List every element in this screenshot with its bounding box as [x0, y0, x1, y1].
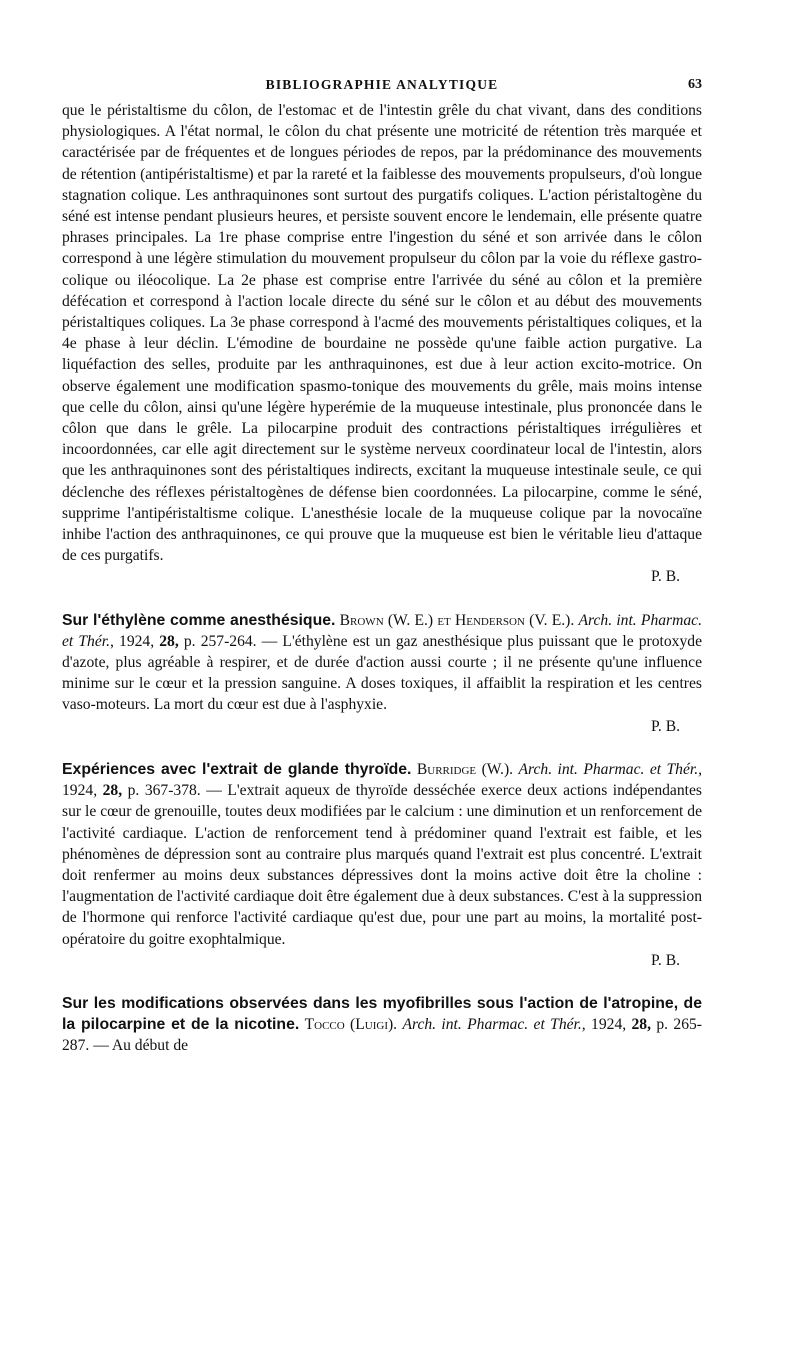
entry-body: — L'extrait aqueux de thyroïde desséchée exerce deux actions indépendantes sur le cœur de grenouille, toutes deux modifiées par le calcium : une diminution et un renforcement de l'activité cardiaque. L'action de renforcement tend à prédominer quand l'extrait est faible, et les phénomènes de dépression sont au contraire plus marqués quand l'extrait est plus concentré. L'extrait doit renfermer au moins deux substances dépressives dont la moins active doit être la choline : l'augmentation de l'activité cardiaque doit être également due à deux substances. C'est à la suppression de l'hormone qui renforce l'activité cardiaque qu'est due, pour une part au moins, la mortalité post-opératoire du goitre exophtalmique.	[62, 782, 702, 948]
entry-volume: 28,	[159, 632, 179, 650]
entry-text	[62, 759, 702, 950]
document-page	[62, 72, 702, 1057]
intro-signature: P. B.	[650, 568, 680, 586]
page-header	[62, 72, 702, 96]
bibliography-entry-2	[62, 759, 702, 971]
intro-paragraph: que le péristaltisme du côlon, de l'estomac et de l'intestin grêle du chat vivant, dans des conditions physiologiques. A l'état normal, le côlon du chat présente une motricité de rétention très marquée et caractérisée par de fréquentes et de longues périodes de repos, par la prédominance des mouvements de rétention (antipéristaltisme) et par la rareté et la faiblesse des mouvements propulseurs, d'où longue stagnation colique. Les anthraquinones sont surtout des purgatifs coliques. L'action péristaltogène du séné est intense pendant plusieurs heures, et persiste souvent encore le lendemain, elle présente quatre phrases principales. La 1re phase comprise entre l'ingestion du séné et son arrivée dans le côlon correspond à une légère stimulation du mouvement propulseur du côlon par la voie du réflexe gastro-colique ou iléocolique. La 2e phase est comprise entre l'arrivée du séné au côlon et la première défécation et correspond à l'action locale directe du séné sur le côlon et au début des mouvements péristaltiques coliques. La 3e phase correspond à l'acmé des mouvements péristaltiques coliques, et la 4e phase à leur déclin. L'émodine de bourdaine ne possède qu'une faible action purgative. La liquéfaction des selles, produite par les anthraquinones, est due à leur action excito-motrice. On observe également une modification spasmo-tonique des mouvements du grêle, mais moins intense que celle du côlon, ainsi qu'une légère hyperémie de la muqueuse intestinale, plus prononcée dans le côlon que dans le grêle. La pilocarpine produit des contractions péristaltiques irrégulières et incoordonnées, car elle agit directement sur le système nerveux coordinateur local de l'intestin, alors que les anthraquinones sont des péristaltiques indirects, excitant la muqueuse intestinale seule, ce qui déclenche des réflexes péristaltogènes de défense bien coordonnées. La pilocarpine, comme le séné, supprime l'antipéristaltisme colique. L'anesthésie locale de la muqueuse colique par la novocaïne inhibe l'action des anthraquinones, ce qui prouve que la muqueuse est bien le véritable lieu d'attaque de ces purgatifs.	[62, 102, 702, 565]
entry-title: Sur les modifications observées dans les myofibrilles sous l'action de l'atropine, de la pilocarpine et de la nicotine.	[62, 994, 702, 1034]
entry-signature: P. B.	[650, 951, 680, 969]
entry-title: Expériences avec l'extrait de glande thyroïde.	[62, 760, 412, 778]
entry-journal: Arch. int. Pharmac. et Thér.,	[402, 1016, 586, 1034]
page-number: 63	[688, 77, 702, 92]
entry-year: 1924,	[62, 782, 98, 800]
entry-journal: Arch. int. Pharmac. et Thér.,	[62, 611, 702, 650]
entry-pages: p. 265-287.	[62, 1016, 702, 1055]
entry-journal: Arch. int. Pharmac. et Thér.,	[518, 760, 703, 778]
running-title: BIBLIOGRAPHIE ANALYTIQUE	[265, 77, 499, 92]
bibliography-entry-3	[62, 993, 702, 1057]
entry-authors: Tocco (Luigi).	[304, 1016, 398, 1034]
entry-body: — Au début de	[93, 1037, 189, 1055]
entry-title: Sur l'éthylène comme anesthésique.	[62, 611, 336, 629]
entry-body: — L'éthylène est un gaz anesthésique plus puissant que le protoxyde d'azote, plus agréable à respirer, et de durée d'action aussi courte ; il ne présente qu'une influence minime sur le cœur et la pression sanguine. A doses toxiques, il affaiblit la respiration et les centres vaso-moteurs. La mort du cœur est due à l'asphyxie.	[62, 632, 702, 714]
entry-authors: Brown (W. E.) et Henderson (V. E.).	[339, 611, 575, 629]
entry-pages: p. 367-378.	[127, 782, 201, 800]
entry-text	[62, 610, 702, 716]
entry-pages: p. 257-264.	[183, 632, 257, 650]
entry-year: 1924,	[119, 632, 155, 650]
entry-authors: Burridge (W.).	[416, 760, 514, 778]
bibliography-entry-1	[62, 610, 702, 737]
entry-signature: P. B.	[650, 717, 680, 735]
entry-volume: 28,	[631, 1016, 651, 1034]
entry-volume: 28,	[102, 782, 123, 800]
entry-year: 1924,	[591, 1016, 627, 1034]
entry-text	[62, 993, 702, 1057]
